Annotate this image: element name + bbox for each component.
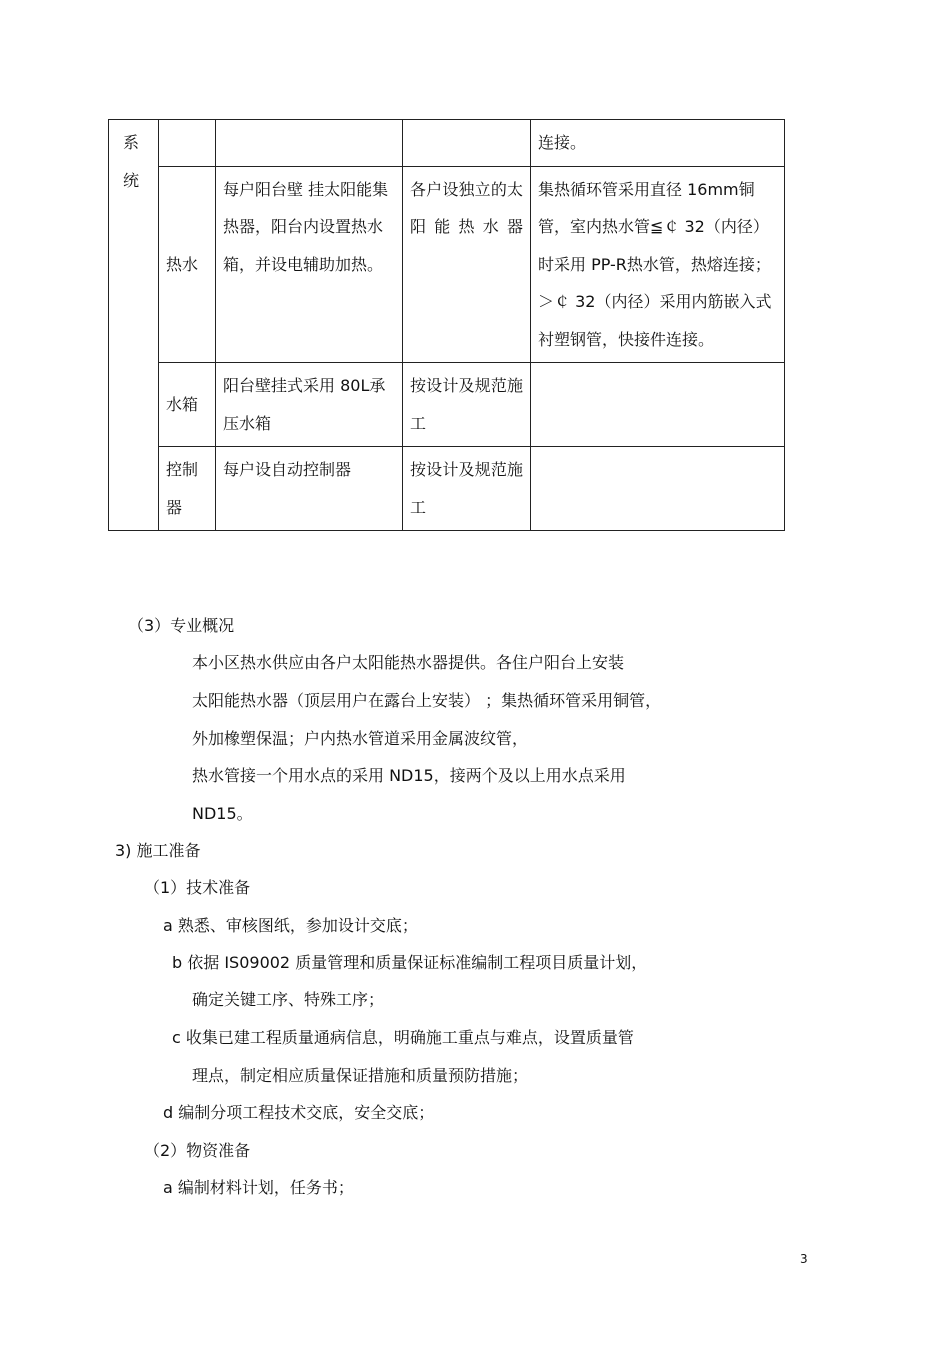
item-desc-cell: 每户设自动控制器 xyxy=(216,447,403,531)
item-desc-cell: 每户阳台壁 挂太阳能集热器，阳台内设置热水箱，并设电辅助加热。 xyxy=(216,166,403,363)
list-item: 理点，制定相应质量保证措施和质量预防措施； xyxy=(192,1066,529,1085)
item-desc-cell: 阳台壁挂式采用 80L承压水箱 xyxy=(216,363,403,447)
body-line: 太阳能热水器（顶层用户在露台上安装） ；集热循环管采用铜管， xyxy=(192,691,662,710)
table-cell xyxy=(159,120,216,167)
table-row xyxy=(109,447,785,531)
item-method-cell: 按设计及规范施工 xyxy=(403,363,531,447)
section-heading: 3) 施工准备 xyxy=(115,841,201,860)
item-name-cell: 热水 xyxy=(159,166,216,363)
system-spec-table xyxy=(108,119,785,531)
table-row xyxy=(109,120,785,167)
item-remark-cell xyxy=(531,363,785,447)
item-remark-cell: 集热循环管采用直径 16mm铜管，室内热水管≦￠ 32（内径）时采用 PP-R热水管，热熔连接；＞￠ 32（内径）采用内筋嵌入式衬塑钢管，快接件连接。 xyxy=(531,166,785,363)
list-item: d 编制分项工程技术交底，安全交底； xyxy=(163,1103,435,1122)
body-line: 外加橡塑保温；户内热水管道采用金属波纹管， xyxy=(192,729,529,748)
subsection-heading: （1）技术准备 xyxy=(144,878,251,897)
system-cell xyxy=(109,120,159,531)
table-cell xyxy=(403,120,531,167)
section-heading: （3）专业概况 xyxy=(128,616,235,635)
table-row xyxy=(109,363,785,447)
list-item: 确定关键工序、特殊工序； xyxy=(192,990,385,1009)
table-cell xyxy=(216,120,403,167)
item-method-cell: 各户设独立的太阳能热水器 xyxy=(403,166,531,363)
item-remark-cell xyxy=(531,447,785,531)
list-item: b 依据 IS09002 质量管理和质量保证标准编制工程项目质量计划， xyxy=(172,953,648,972)
system-label-char: 系 xyxy=(123,133,140,152)
body-line: ND15。 xyxy=(192,804,253,823)
page-number: 3 xyxy=(800,1252,808,1266)
table-row xyxy=(109,166,785,363)
body-line: 本小区热水供应由各户太阳能热水器提供。各住户阳台上安装 xyxy=(192,653,625,672)
list-item: a 编制材料计划，任务书； xyxy=(163,1178,354,1197)
table-cell: 连接。 xyxy=(531,120,785,167)
item-method-cell: 按设计及规范施工 xyxy=(403,447,531,531)
list-item: a 熟悉、审核图纸，参加设计交底； xyxy=(163,916,418,935)
system-label-char: 统 xyxy=(123,170,140,190)
list-item: c 收集已建工程质量通病信息，明确施工重点与难点，设置质量管 xyxy=(172,1028,634,1047)
body-line: 热水管接一个用水点的采用 ND15，接两个及以上用水点采用 xyxy=(192,766,626,785)
item-name-cell: 水箱 xyxy=(159,363,216,447)
subsection-heading: （2）物资准备 xyxy=(144,1141,251,1160)
item-name-cell: 控制器 xyxy=(159,447,216,531)
